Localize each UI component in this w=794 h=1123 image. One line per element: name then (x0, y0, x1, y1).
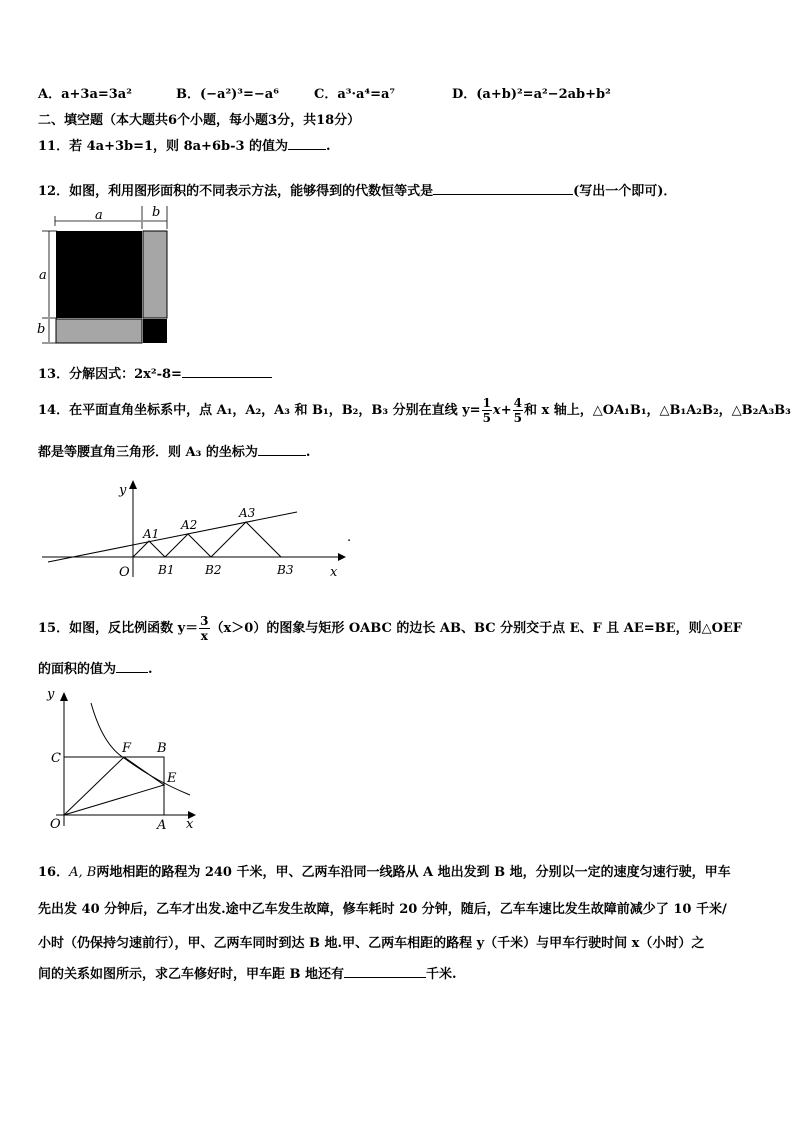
question-12-text: 12．如图，利用图形面积的不同表示方法，能够得到的代数恒等式是 (38, 184, 434, 199)
question-15-text-end: （x＞0）的图象与矩形 OABC 的边长 AB、BC 分别交于点 E、F 且 AE=BE，则△OEF (210, 621, 743, 636)
label-o: O (119, 565, 130, 580)
label-a2: A2 (181, 518, 198, 532)
question-16-text-4: 间的关系如图所示，求乙车修好时，甲车距 B 地还有 (38, 967, 345, 982)
option-a: A．a+3a=3a² (38, 87, 132, 102)
question-11-end: . (326, 139, 331, 154)
option-c: C．a³·a⁴=a⁷ (314, 87, 396, 102)
fraction-1-5: $\frac{1}{5}$ (482, 396, 491, 425)
label-e-15: E (167, 771, 177, 786)
label-o-15: O (50, 817, 61, 832)
question-15-text-start: 15．如图，反比例函数 y＝ (38, 621, 199, 636)
label-a-15: A (157, 818, 167, 833)
label-y-15: y (47, 687, 55, 702)
label-y: y (119, 483, 127, 498)
label-b1: B1 (158, 563, 175, 577)
label-c-15: C (51, 751, 61, 766)
question-15-end: . (148, 662, 153, 677)
label-a1: A1 (143, 527, 160, 541)
fraction-3-x: $\frac{3}{x}$ (200, 614, 209, 643)
question-12-end: (写出一个即可)． (573, 184, 677, 199)
question-16-line2: 先出发 40 分钟后，乙车才出发.途中乙车发生故障，修车耗时 20 分钟，随后，乙车车速比发生故障前减少了 10 千米/ (38, 902, 727, 917)
label-f-15: F (122, 741, 132, 756)
label-a-left: a (39, 268, 47, 283)
y-axis-15-arrow (60, 692, 68, 701)
question-16-line4 (38, 963, 457, 982)
question-16-end: 千米. (426, 967, 457, 982)
label-a3: A3 (239, 506, 256, 520)
question-14-text-start: 14．在平面直角坐标系中，点 A₁，A₂，A₃ 和 B₁，B₂，B₃ 分别在直线 y= (38, 403, 481, 418)
question-11-text: 11．若 4a+3b=1，则 8a+6b-3 的值为 (38, 139, 289, 154)
option-b: B．(−a²)³=−a⁶ (176, 87, 279, 102)
rectangle-oabc (64, 757, 164, 815)
variable-x: x (492, 403, 501, 418)
label-x: x (330, 565, 338, 580)
points-ab: A, B (69, 865, 97, 880)
plus-sign: + (500, 403, 512, 418)
question-15-line2-text: 的面积的值为 (38, 662, 117, 677)
triangle-oef (64, 757, 164, 815)
question-13-text: 13．分解因式：2x²-8= (38, 367, 182, 382)
fraction-4-5: $\frac{4}{5}$ (513, 396, 522, 425)
label-x-15: x (186, 817, 194, 832)
stray-dot: . (347, 530, 352, 545)
question-14-text-end: 和 x 轴上，△OA₁B₁，△B₁A₂B₂，△B₂A₃B₃ (523, 403, 791, 418)
option-d: D．(a+b)²=a²−2ab+b² (452, 87, 611, 102)
question-16-line1 (38, 861, 731, 880)
question-14-end: . (305, 445, 311, 460)
label-a-top: a (95, 208, 103, 223)
question-16-text-1: 两地相距的路程为 240 千米，甲、乙两车沿同一线路从 A 地出发到 B 地，分别以一定的速度匀速行驶，甲车 (96, 865, 731, 880)
question-16-number: 16． (38, 865, 70, 880)
label-b-top: b (152, 205, 161, 220)
question-16-line3: 小时（仍保持匀速前行），甲、乙两车同时到达 B 地.甲、乙两车相距的路程 y（千米）与甲车行驶时间 x（小时）之 (38, 936, 705, 951)
question-14-line2-text: 都是等腰直角三角形．则 A₃ 的坐标为 (38, 445, 258, 460)
label-b-15: B (157, 741, 167, 756)
section-heading: 二、填空题（本大题共6个小题，每小题3分，共18分） (38, 113, 361, 128)
answer-blank-16[interactable] (344, 965, 426, 978)
label-b3: B3 (277, 563, 294, 577)
label-b2: B2 (205, 563, 222, 577)
label-b-left: b (37, 322, 46, 337)
